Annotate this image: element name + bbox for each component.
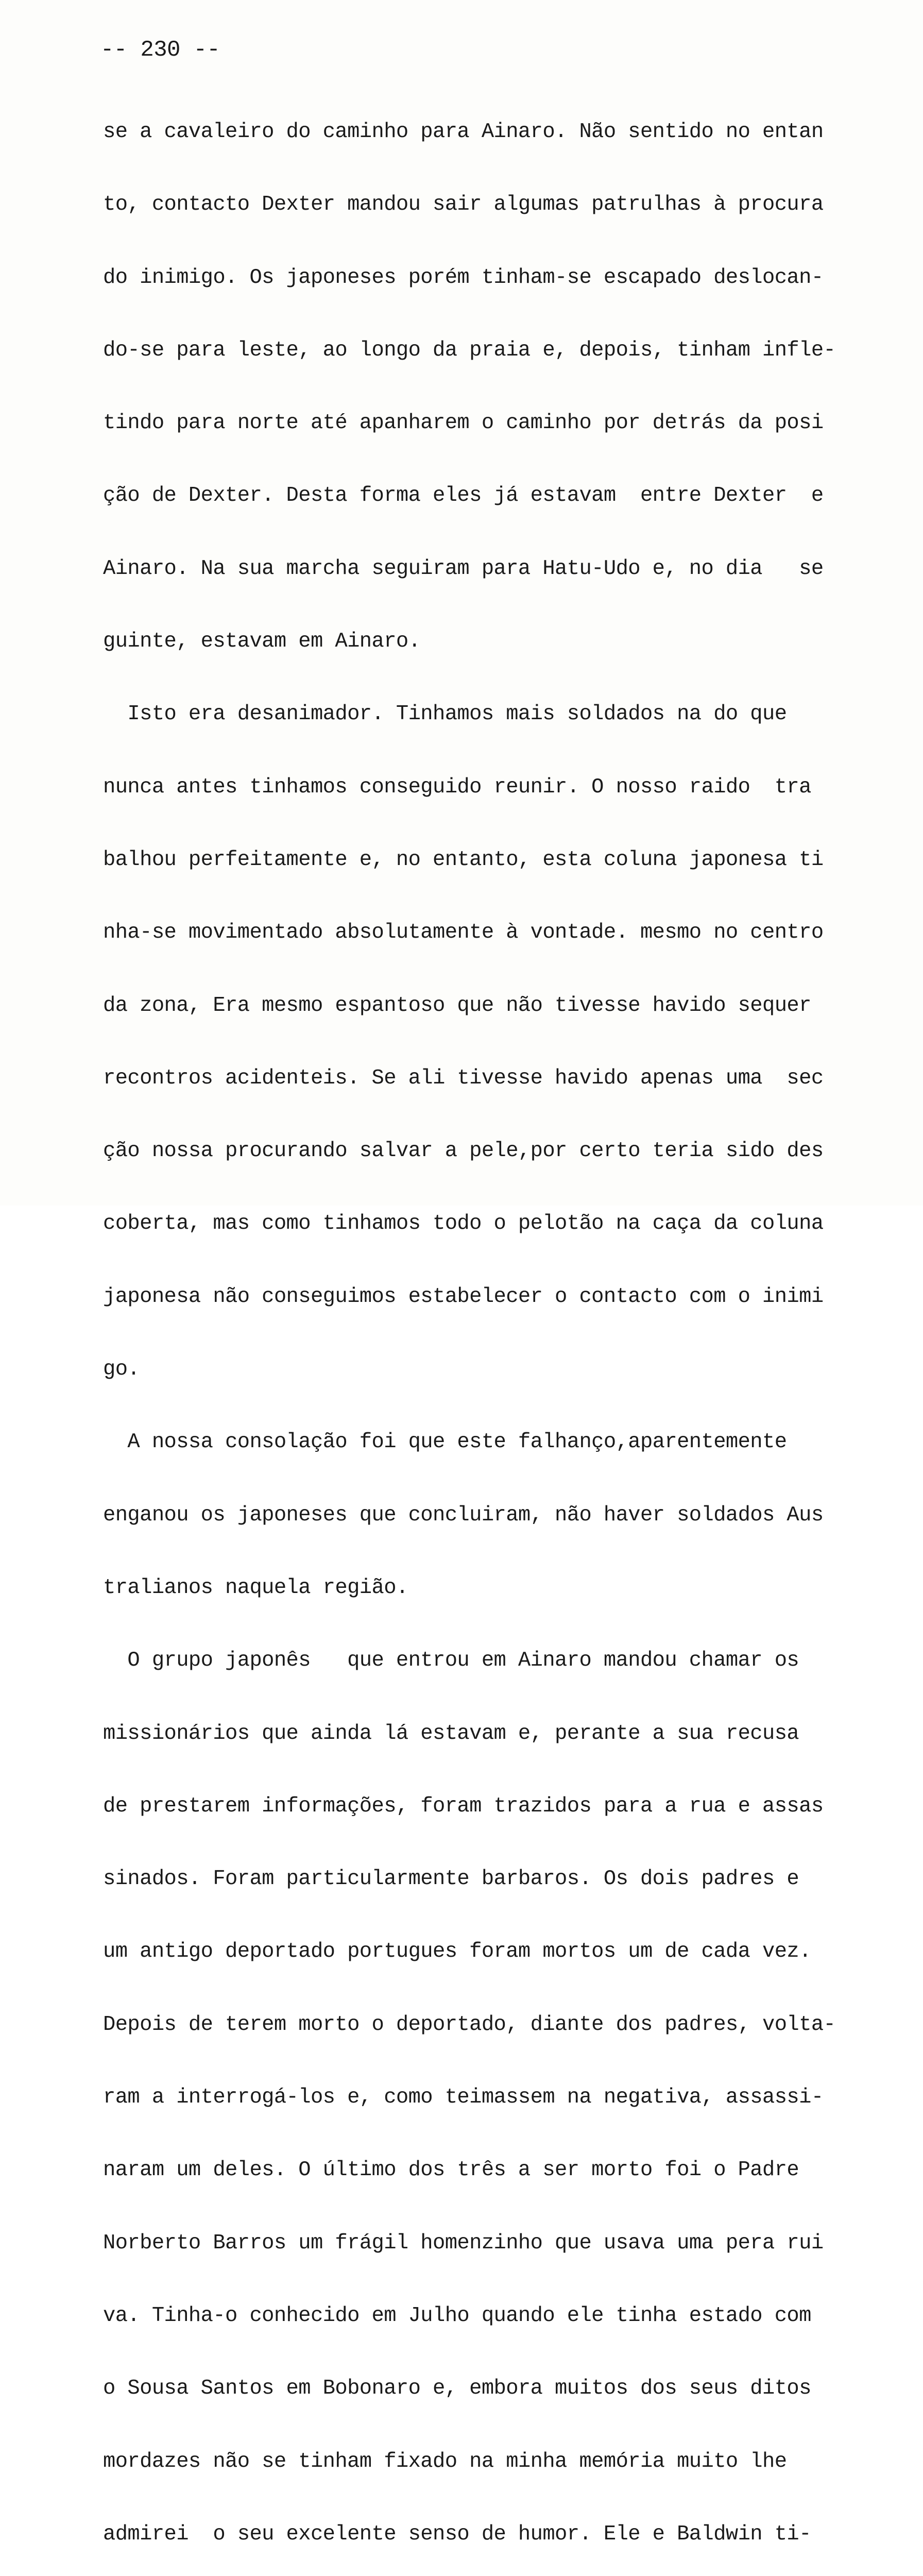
text-line: japonesa não conseguimos estabelecer o contacto com o inimi [103,1284,824,1309]
text-line: Depois de terem morto o deportado, diante dos padres, volta- [103,2012,836,2037]
text-line: tralianos naquela região. [103,1575,408,1600]
text-line: nunca antes tinhamos conseguido reunir. O nosso raido tra [103,775,811,799]
text-line: do inimigo. Os japoneses porém tinham-se escapado deslocan- [103,265,824,290]
text-line: ção de Dexter. Desta forma eles já estavam entre Dexter e [103,484,824,508]
text-line: A nossa consolação foi que este falhanço,aparentemente [103,1430,787,1454]
text-line: missionários que ainda lá estavam e, perante a sua recusa [103,1721,799,1745]
text-line: sinados. Foram particularmente barbaros. Os dois padres e [103,1867,799,1891]
text-line: to, contacto Dexter mandou sair algumas patrulhas à procura [103,193,824,217]
text-line: va. Tinha-o conhecido em Julho quando ele tinha estado com [103,2303,811,2328]
text-line: enganou os japoneses que concluiram, não haver soldados Aus [103,1503,824,1527]
text-line: recontros acidenteis. Se ali tivesse havido apenas uma sec [103,1066,824,1090]
text-line: um antigo deportado portugues foram mortos um de cada vez. [103,1940,811,1964]
text-line: mordazes não se tinham fixado na minha memória muito lhe [103,2449,787,2473]
text-line: tindo para norte até apanharem o caminho por detrás da posi [103,411,824,435]
text-line: ção nossa procurando salvar a pele,por certo teria sido des [103,1139,824,1163]
text-line: nha-se movimentado absolutamente à vontade. mesmo no centro [103,921,824,945]
text-line: naram um deles. O último dos três a ser morto foi o Padre [103,2158,799,2182]
body-text [103,72,876,2576]
text-line: coberta, mas como tinhamos todo o pelotão na caça da coluna [103,1212,824,1236]
text-line: Norberto Barros um frágil homenzinho que usava uma pera rui [103,2231,824,2255]
text-line: guinte, estavam em Ainaro. [103,630,421,654]
text-line: Ainaro. Na sua marcha seguiram para Hatu-Udo e, no dia se [103,556,824,581]
page-number: -- 230 -- [100,37,220,63]
text-line: balhou perfeitamente e, no entanto, esta coluna japonesa ti [103,848,824,872]
text-line: de prestarem informações, foram trazidos para a rua e assas [103,1794,824,1818]
text-line: admirei o seu excelente senso de humor. Ele e Baldwin ti- [103,2522,811,2546]
text-line: go. [103,1358,140,1382]
text-line: Isto era desanimador. Tinhamos mais soldados na do que [103,702,787,726]
text-line: da zona, Era mesmo espantoso que não tivesse havido sequer [103,993,811,1018]
text-line: O grupo japonês que entrou em Ainaro mandou chamar os [103,1649,799,1673]
text-line: se a cavaleiro do caminho para Ainaro. Não sentido no entan [103,120,824,144]
text-line: do-se para leste, ao longo da praia e, depois, tinham infle- [103,338,836,362]
text-line: o Sousa Santos em Bobonaro e, embora muitos dos seus ditos [103,2377,811,2401]
text-line: ram a interrogá-los e, como teimassem na negativa, assassi- [103,2086,824,2110]
